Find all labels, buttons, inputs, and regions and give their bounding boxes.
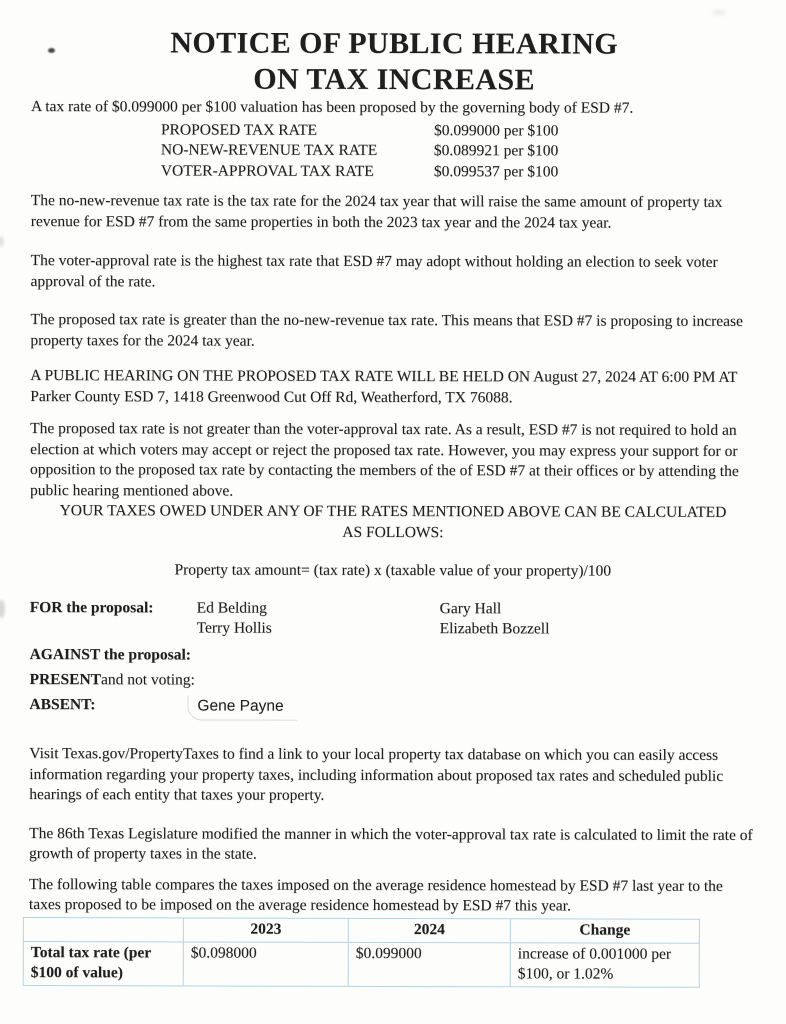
paragraph-no-new-revenue: The no-new-revenue tax rate is the tax rate for the 2024 tax year that will raise the same amount of property tax revenue for ESD #7 from the same properties in both the 2023 tax year and the 2024 tax year.: [30, 192, 723, 232]
cell-2023-value: $0.098000: [183, 941, 348, 985]
present-label: PRESENT: [29, 671, 102, 689]
taxes-owed-line-1: YOUR TAXES OWED UNDER ANY OF THE RATES MENTIONED ABOVE CAN BE CALCULATED: [59, 502, 727, 521]
paragraph-election: The proposed tax rate is not greater than the voter-approval tax rate. As a result, ESD #7 is not required to hold an election at which voters may accept or reject the proposed tax rate. However, you may express your support for or opposition to the proposed tax rate by contacting the members of the of ESD #7 at their offices or by attending the public hearing mentioned above.: [29, 420, 739, 500]
rate-row-no-new-revenue: [161, 140, 757, 162]
tax-comparison-table: [23, 917, 700, 988]
paragraph-public-hearing: A PUBLIC HEARING ON THE PROPOSED TAX RATE WILL BE HELD ON August 27, 2024 AT 6:00 PM AT Parker County ESD 7, 1418 Greenwood Cut Off Rd, Weatherford, TX 76088.: [30, 367, 738, 406]
for-label: FOR the proposal:: [29, 598, 154, 616]
document-title: [31, 25, 757, 99]
rate-value: $0.089921 per $100: [433, 142, 559, 160]
voter-name: Ed Belding: [196, 598, 267, 617]
paragraph-legislature: The 86th Texas Legislature modified the manner in which the voter-approval tax rate is calculated to limit the rate of growth of property taxes in the state.: [29, 824, 753, 863]
voter-name: Gary Hall: [439, 599, 502, 617]
rate-row-proposed: [161, 120, 757, 142]
rate-label: VOTER-APPROVAL TAX RATE: [160, 161, 374, 180]
paragraph-visit-texas-gov: Visit Texas.gov/PropertyTaxes to find a link to your local property tax database on which you can easily access information regarding your property taxes, including information about proposed tax rates and scheduled public hearings of each entity that taxes your property.: [29, 745, 724, 804]
rate-value: $0.099537 per $100: [433, 162, 559, 180]
vote-row-for: [30, 598, 756, 641]
cell-change-value: increase of 0.001000 per $100, or 1.02%: [510, 942, 699, 986]
paragraph-table-intro: The following table compares the taxes imposed on the average residence homestead by ESD #7 last year to the taxes proposed to be imposed on the average residence homestead by ESD #7 this year.: [28, 875, 723, 915]
header-cell-2024: 2024: [348, 918, 510, 942]
for-names-column-2: [440, 599, 550, 640]
voter-name: Terry Hollis: [196, 619, 272, 637]
tax-formula: Property tax amount= (tax rate) x (taxable value of your property)/100: [174, 561, 612, 580]
vote-row-absent: [29, 695, 755, 722]
tax-rate-list: [161, 120, 757, 183]
absent-label: ABSENT:: [29, 695, 96, 713]
title-line-2: ON TAX INCREASE: [253, 62, 535, 97]
for-names-column-1: [197, 598, 440, 640]
table-row: [23, 941, 699, 987]
taxes-owed-line-2: AS FOLLOWS:: [342, 523, 444, 541]
against-label: AGAINST the proposal:: [29, 645, 191, 663]
row-label-total-tax-rate: Total tax rate (per $100 of value): [23, 941, 183, 985]
paragraph-proposed-greater: The proposed tax rate is greater than the no-new-revenue tax rate. This means that ESD #7 is proposing to increase property taxes for the 2024 tax year.: [30, 311, 743, 350]
vote-record: [29, 598, 755, 722]
rate-label: NO-NEW-REVENUE TAX RATE: [160, 141, 378, 159]
table-header-row: [23, 917, 699, 943]
vote-row-against: [30, 645, 756, 667]
intro-paragraph: A tax rate of $0.099000 per $100 valuation has been proposed by the governing body of ESD #7.: [30, 98, 634, 117]
header-cell-empty: [23, 917, 183, 941]
rate-label: PROPOSED TAX RATE: [160, 120, 318, 139]
absent-name-patch: Gene Payne: [187, 695, 297, 721]
rate-value: $0.099000 per $100: [433, 121, 559, 139]
rate-row-voter-approval: [161, 161, 757, 183]
header-cell-2023: 2023: [183, 917, 348, 941]
cell-2024-value: $0.099000: [348, 942, 510, 986]
voter-name: Elizabeth Bozzell: [439, 620, 550, 638]
paragraph-voter-approval: The voter-approval rate is the highest tax rate that ESD #7 may adopt without holding an election to seek voter approval of the rate.: [30, 252, 718, 290]
vote-row-present: [29, 670, 755, 692]
paragraph-taxes-owed: [30, 501, 756, 544]
title-line-1: NOTICE OF PUBLIC HEARING: [170, 26, 619, 61]
present-suffix: and not voting:: [100, 671, 195, 689]
header-cell-change: Change: [510, 918, 699, 942]
